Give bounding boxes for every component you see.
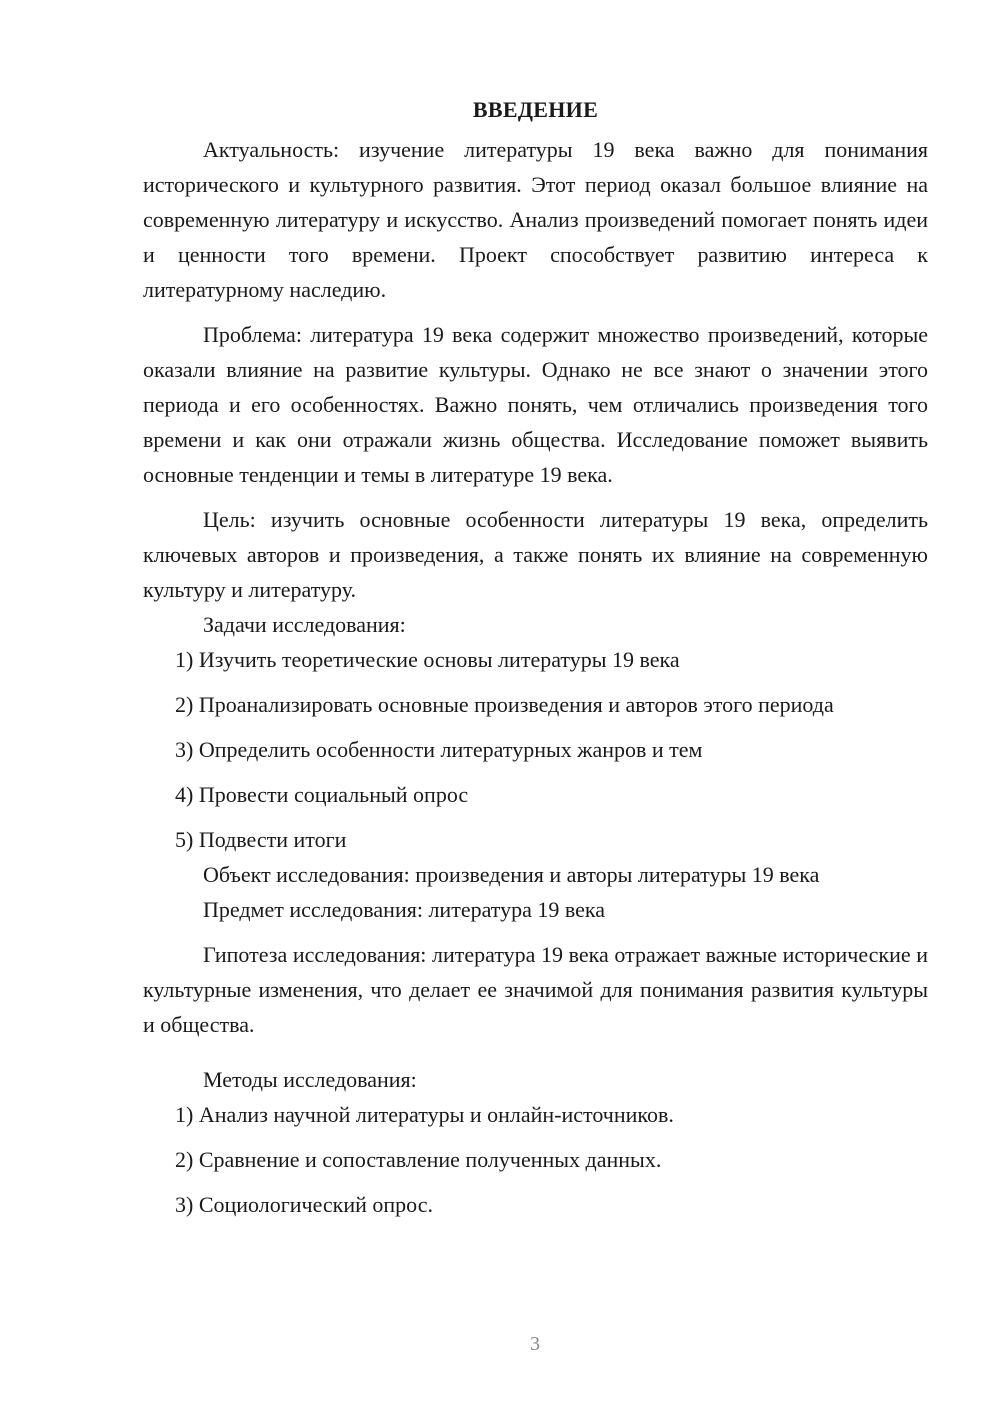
- page-title: ВВЕДЕНИЕ: [472, 97, 599, 122]
- document-page: [143, 92, 928, 1222]
- methods-list: [143, 1097, 928, 1222]
- list-item: 3) Определить особенности литературных жанров и тем: [175, 737, 703, 762]
- list-item: 3) Социологический опрос.: [175, 1192, 433, 1217]
- list-item: 2) Проанализировать основные произведения и авторов этого периода: [175, 692, 834, 717]
- tasks-list: [143, 642, 928, 857]
- hypothesis-paragraph: Гипотеза исследования: литература 19 века отражает важные исторические и культурные изменения, что делает ее значимой для понимания развития культуры и общества.: [143, 942, 928, 1037]
- list-item: 1) Изучить теоретические основы литературы 19 века: [175, 647, 680, 672]
- object-line: Объект исследования: произведения и авторы литературы 19 века: [203, 862, 820, 887]
- methods-heading: Методы исследования:: [203, 1067, 417, 1092]
- problem-paragraph: Проблема: литература 19 века содержит множество произведений, которые оказали влияние на развитие культуры. Однако не все знают о значении этого периода и его особенностях. Важно понять, чем отличались произведения того времени и как они отражали жизнь общества. Исследование поможет выявить основные тенденции и темы в литературе 19 века.: [143, 322, 928, 487]
- list-item: 1) Анализ научной литературы и онлайн-источников.: [175, 1102, 674, 1127]
- list-item: 4) Провести социальный опрос: [175, 782, 469, 807]
- relevance-paragraph: Актуальность: изучение литературы 19 века важно для понимания исторического и культурного развития. Этот период оказал большое влияние на современную литературу и искусство. Анализ произведений помогает понять идеи и ценности того времени. Проект способствует развитию интереса к литературному наследию.: [143, 137, 928, 302]
- list-item: 2) Сравнение и сопоставление полученных данных.: [175, 1147, 662, 1172]
- page-number: 3: [530, 1333, 540, 1355]
- tasks-heading: Задачи исследования:: [203, 612, 406, 637]
- goal-paragraph: Цель: изучить основные особенности литературы 19 века, определить ключевых авторов и произведения, а также понять их влияние на современную культуру и литературу.: [143, 507, 928, 602]
- subject-line: Предмет исследования: литература 19 века: [203, 897, 606, 922]
- list-item: 5) Подвести итоги: [175, 827, 347, 852]
